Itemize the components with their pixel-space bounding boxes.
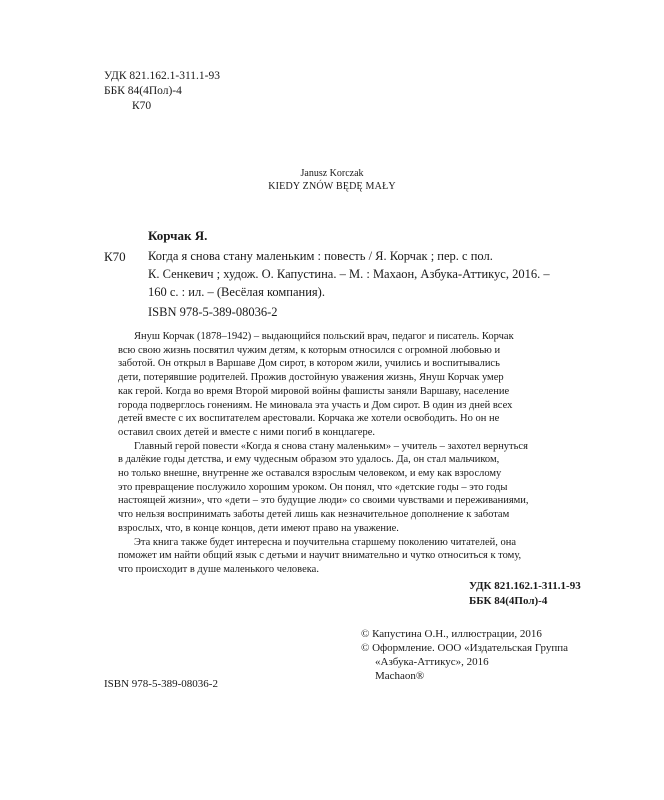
annotation-line: взрослых, что, в конце концов, дети имеют право на уважение.	[118, 522, 399, 534]
annotation-line: это превращение послужило хорошим уроком. Он понял, что «детские годы – это годы	[118, 481, 508, 493]
annotation-line: всю свою жизнь посвятил чужим детям, к которым относился с огромной любовью и	[118, 344, 501, 356]
original-author: Janusz Korczak	[300, 168, 364, 179]
annotation-line: что происходит в душе маленького человека.	[118, 563, 319, 575]
catalog-author-mark: К70	[104, 249, 126, 264]
annotation-line: дети, потерявшие родителей. Прожив достойную уважения жизнь, Януш Корчак умер	[118, 372, 504, 384]
annotation-line: как герой. Когда во время Второй мировой войны фашисты заняли Варшаву, население	[118, 385, 510, 397]
annotation-line: детей вместе с их воспитателем арестовали. Корчака же хотели освободить. Но он не	[118, 413, 500, 425]
udk-footer-block	[469, 579, 581, 609]
annotation-line: заботой. Он открыл в Варшаве Дом сирот, в котором жили, учились и воспитывались	[118, 358, 500, 370]
publisher-brand: Machaon®	[375, 670, 425, 682]
bbk-code-bottom: ББК 84(4Пол)-4	[469, 595, 548, 607]
catalog-isbn: ISBN 978-5-389-08036-2	[148, 305, 278, 319]
copyright-block	[361, 627, 568, 683]
bbk-code: ББК 84(4Пол)-4	[104, 85, 182, 97]
annotation-line: но только внешне, внутренне же оставался взрослым человеком, и ему как взрослому	[118, 468, 502, 480]
udk-code-bottom: УДК 821.162.1-311.1-93	[469, 580, 581, 592]
copyright-illustrations: © Капустина О.Н., иллюстрации, 2016	[361, 628, 542, 640]
udk-header-block	[104, 69, 220, 114]
catalog-line: К. Сенкевич ; худож. О. Капустина. – М. : Махаон, Азбука-Аттикус, 2016. –	[148, 267, 550, 281]
annotation-line: что нельзя воспринимать заботы детей лишь как незначительное дополнение к заботам	[118, 509, 510, 521]
isbn-bottom: ISBN 978-5-389-08036-2	[104, 678, 218, 690]
catalog-line: Когда я снова стану маленьким : повесть / Я. Корчак ; пер. с пол.	[148, 249, 493, 263]
annotation-line: поможет им найти общий язык с детьми и научит внимательно и чутко относиться к тому,	[118, 550, 522, 562]
copyright-design: © Оформление. ООО «Издательская Группа	[361, 642, 568, 654]
catalog-author: Корчак Я.	[148, 228, 208, 243]
copyright-publisher: «Азбука-Аттикус», 2016	[375, 656, 489, 668]
original-title: KIEDY ZNÓW BĘDĘ MAŁY	[268, 181, 396, 192]
catalog-description	[148, 247, 588, 301]
annotation-line: в далёкие годы детства, и ему чудесным образом это удалось. Да, он стал мальчиком,	[118, 454, 500, 466]
annotation-line: Эта книга также будет интересна и поучительна старшему поколению читателей, она	[134, 536, 517, 548]
original-title-block	[0, 167, 664, 193]
annotation-line: города подверглось гонениям. Не миновала эта участь и Дом сирот. В один из дней всех	[118, 399, 513, 411]
annotation-line: оставил своих детей и вместе с ними погиб в концлагере.	[118, 426, 375, 438]
udk-code: УДК 821.162.1-311.1-93	[104, 70, 220, 82]
annotation-line: Януш Корчак (1878–1942) – выдающийся польский врач, педагог и писатель. Корчак	[134, 331, 514, 342]
catalog-line: 160 с. : ил. – (Весёлая компания).	[148, 285, 325, 299]
author-mark: К70	[132, 100, 152, 112]
annotation-line: Главный герой повести «Когда я снова стану маленьким» – учитель – захотел вернуться	[134, 440, 528, 452]
annotation-line: настоящей жизни», что «дети – это будущие люди» со своими чувствами и переживаниями,	[118, 495, 529, 507]
annotation	[118, 330, 588, 577]
